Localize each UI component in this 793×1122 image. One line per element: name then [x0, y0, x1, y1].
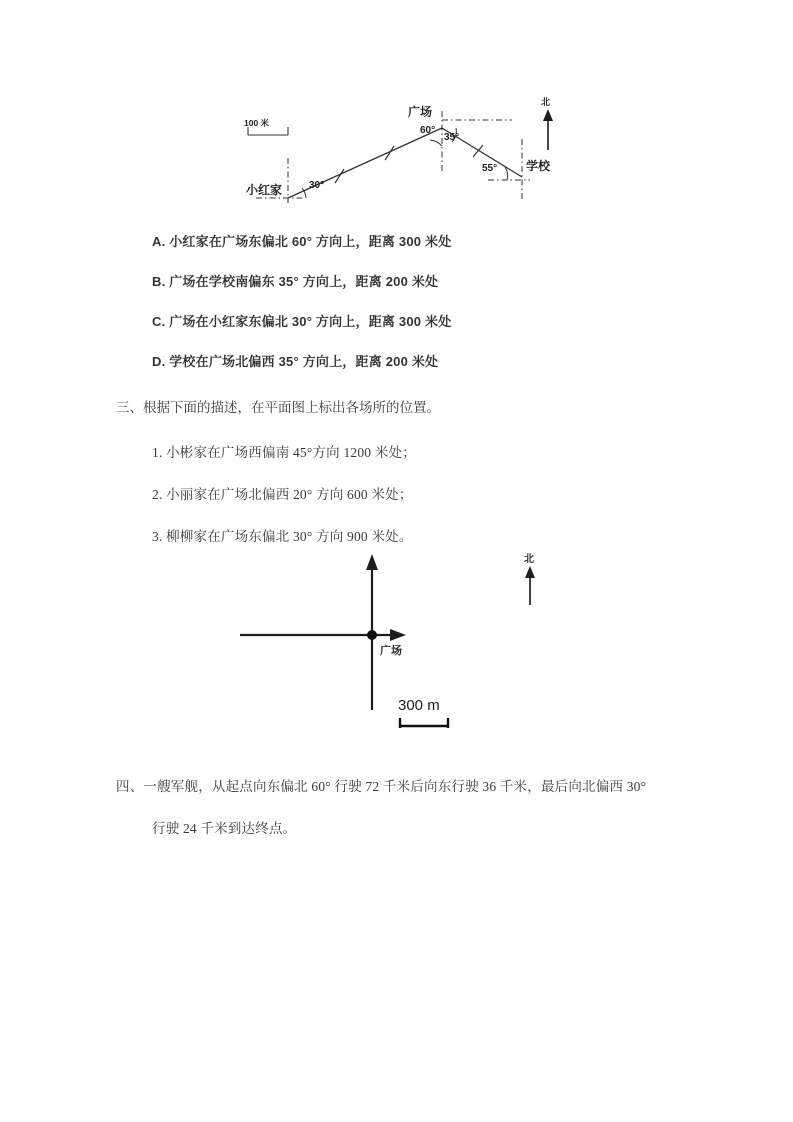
north-arrow-head: [543, 109, 553, 121]
vertical-axis-arrow: [366, 554, 378, 570]
angle-label-square-right: 35°: [444, 132, 460, 143]
section-four-line-2: 行驶 24 千米到达终点。: [152, 821, 297, 836]
choice-d-text: 学校在广场北偏西 35° 方向上，距离 200 米处: [169, 354, 439, 369]
choice-c-key: C.: [152, 314, 166, 329]
choice-c-text: 广场在小红家东偏北 30° 方向上，距离 300 米处: [169, 314, 452, 329]
choice-b-key: B.: [152, 274, 166, 289]
choice-a-key: A.: [152, 234, 166, 249]
label-school: 学校: [526, 159, 551, 173]
tick-mark: [473, 145, 483, 157]
angle-arc-square-left: [430, 140, 442, 146]
choice-a-text: 小红家在广场东偏北 60° 方向上，距离 300 米处: [169, 234, 452, 249]
north-arrow-head-axes: [525, 566, 535, 578]
scale-label-top: 100 米: [244, 118, 270, 128]
direction-map-figure: [230, 95, 590, 210]
choice-d[interactable]: [152, 351, 438, 370]
section-three-item-2: 2. 小丽家在广场北偏西 20° 方向 600 米处；: [152, 487, 413, 502]
section-three-heading: 三、根据下面的描述，在平面图上标出各场所的位置。: [116, 400, 440, 415]
choice-b-text: 广场在学校南偏东 35° 方向上，距离 200 米处: [169, 274, 439, 289]
label-xiaohong-home: 小红家: [246, 183, 283, 197]
angle-arc-school: [505, 167, 508, 180]
section-four-line-1: 四、一艘军舰，从起点向东偏北 60° 行驶 72 千米后向东行驶 36 千米，最后向北偏西 30°: [116, 779, 647, 794]
angle-label-square-left: 60°: [420, 125, 436, 136]
choice-a[interactable]: [152, 231, 451, 250]
angle-label-home: 30°: [309, 180, 325, 191]
blank-plan-axes-figure: [240, 550, 570, 740]
label-origin-square: 广场: [380, 645, 402, 657]
choice-c[interactable]: [152, 311, 451, 330]
label-north-axes: 北: [524, 554, 534, 565]
origin-dot: [367, 630, 377, 640]
angle-label-school: 55°: [482, 163, 498, 174]
label-square: 广场: [408, 105, 433, 119]
label-scale-300m: 300 m: [398, 697, 440, 714]
choice-b[interactable]: [152, 271, 438, 290]
section-three-item-1: 1. 小彬家在广场西偏南 45°方向 1200 米处；: [152, 445, 416, 460]
label-north-top: 北: [541, 97, 551, 107]
section-three-item-3: 3. 柳柳家在广场东偏北 30° 方向 900 米处。: [152, 529, 413, 544]
choice-d-key: D.: [152, 354, 166, 369]
horizontal-axis-arrow: [390, 629, 406, 641]
